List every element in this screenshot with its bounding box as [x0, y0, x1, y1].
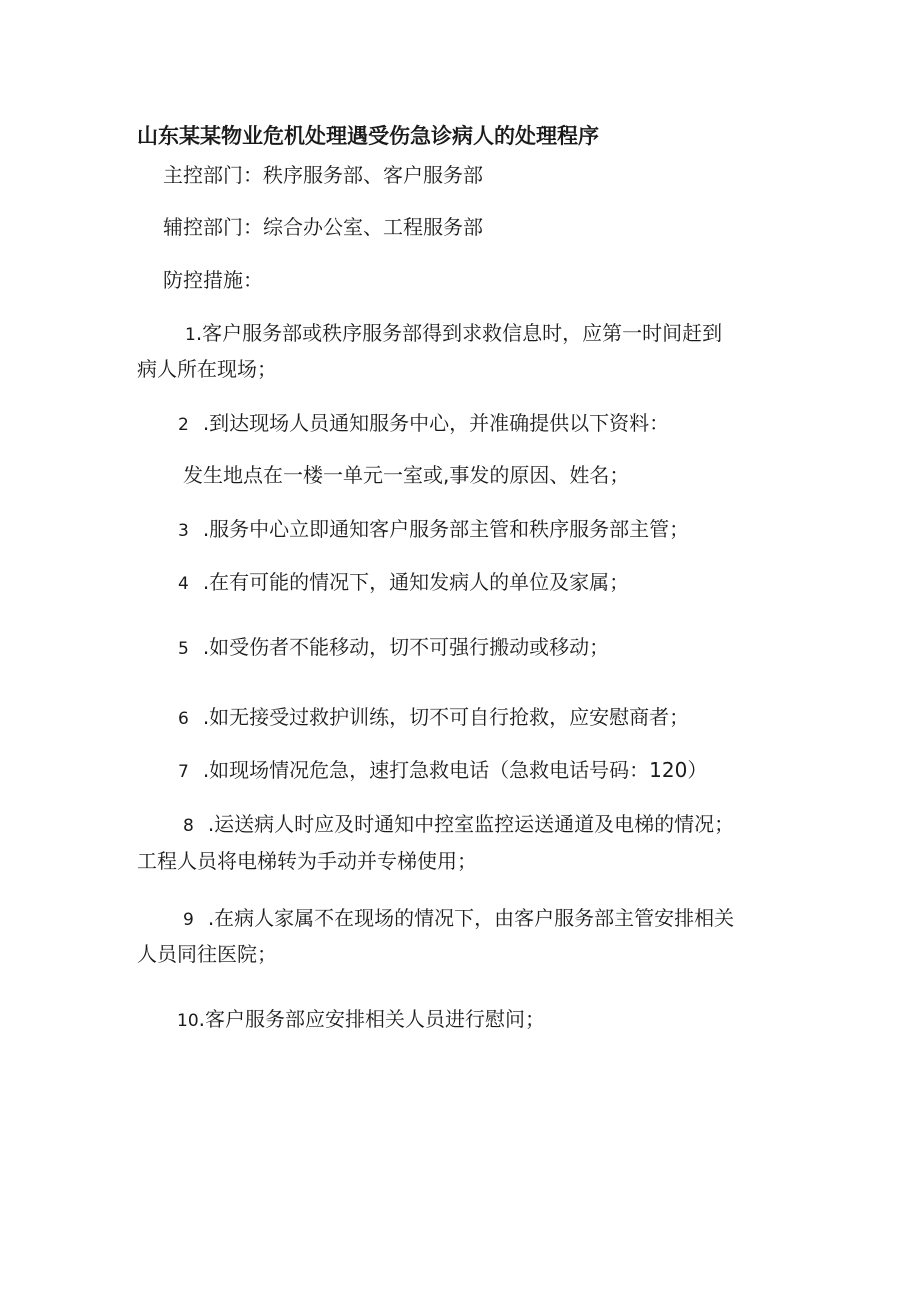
step-text: .在病人家属不在现场的情况下，由客户服务部主管安排相关 — [207, 906, 735, 930]
step-1 — [185, 319, 722, 349]
secondary-department: 辅控部门：综合办公室、工程服务部 — [163, 215, 483, 239]
step-number: 5 — [178, 639, 189, 659]
step-8-continuation: 工程人员将电梯转为手动并专梯使用； — [137, 849, 477, 873]
step-number: 9 — [183, 910, 194, 930]
step-9-continuation: 人员同往医院； — [137, 942, 277, 966]
primary-department: 主控部门：秩序服务部、客户服务部 — [163, 163, 483, 187]
step-2 — [178, 409, 669, 439]
step-text: .如受伤者不能移动，切不可强行搬动或移动； — [202, 635, 610, 659]
measures-heading: 防控措施： — [163, 268, 263, 292]
step-text: .到达现场人员通知服务中心，并准确提供以下资料： — [202, 411, 670, 435]
step-text: .如现场情况危急，速打急救电话（急救电话号码：120） — [202, 758, 708, 782]
step-2-detail: 发生地点在一楼一单元一室或,事发的原因、姓名； — [183, 463, 630, 487]
step-5 — [178, 633, 609, 663]
step-number: 4 — [178, 574, 189, 594]
step-9 — [183, 904, 734, 934]
step-number: 1 — [185, 325, 196, 345]
step-text: .客户服务部应安排相关人员进行慰问； — [198, 1007, 545, 1031]
document-title: 山东某某物业危机处理遇受伤急诊病人的处理程序 — [137, 124, 599, 148]
step-text: .运送病人时应及时通知中控室监控运送通道及电梯的情况； — [207, 812, 735, 836]
step-10 — [177, 1005, 545, 1035]
step-7 — [178, 756, 707, 786]
step-8 — [183, 810, 734, 840]
step-3 — [178, 515, 689, 545]
step-number: 8 — [183, 816, 194, 836]
step-number: 2 — [178, 415, 189, 435]
step-number: 6 — [178, 709, 189, 729]
step-4 — [178, 568, 629, 598]
step-6 — [178, 703, 689, 733]
step-text: .客户服务部或秩序服务部得到求救信息时，应第一时间赶到 — [195, 321, 723, 345]
step-number: 7 — [178, 762, 189, 782]
step-text: .在有可能的情况下，通知发病人的单位及家属； — [202, 570, 630, 594]
step-text: .如无接受过救护训练，切不可自行抢救，应安慰商者； — [202, 705, 690, 729]
step-number: 3 — [178, 521, 189, 541]
step-1-continuation: 病人所在现场； — [137, 357, 277, 381]
step-number: 10 — [177, 1011, 199, 1031]
step-text: .服务中心立即通知客户服务部主管和秩序服务部主管； — [202, 517, 690, 541]
